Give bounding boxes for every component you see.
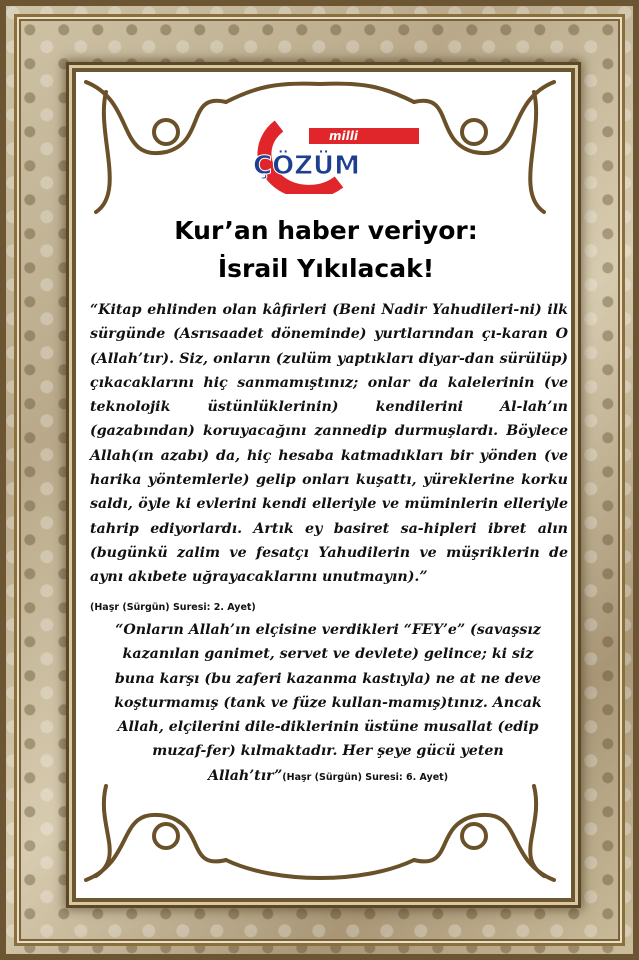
title-line-2: İsrail Yıkılacak! xyxy=(217,254,435,283)
logo-main-text: ÇÖZÜM xyxy=(253,151,361,181)
verse-reference-1: (Haşr (Sürgün) Suresi: 2. Ayet) xyxy=(90,602,256,613)
verse-quote-1: “Kitap ehlinden olan kâfirleri (Beni Nadir Yahudileri-ni) ilk sürgünde (Asrısaadet döneminde) yurtlarından çı-karan O (Allah’tır). Siz, onların (zulüm yaptıkları diyar-dan sürülüp) çıkacaklarını hiç sanmamıştınız; onlar da kalelerinin (ve teknolojik üstünlüklerinin) kendilerini Al-lah’ın (gazabından) koruyacağını zannedip durmuşlardı. Böylece Allah(ın azabı) da, hiç hesaba katmadıkları bir yönden (ve harika yöntemlerle) gelip onları kuşattı, yüreklerine korku saldı, öyle ki evlerini kendi elleriyle ve müminlerin elleriyle tahrip ediyorlardı. Artık ey basiret sa-hipleri ibret alın (bugünkü zalim ve fesatçı Yahudilerin ve müşriklerin de aynı akıbete uğrayacaklarını unutmayın).” xyxy=(90,302,568,586)
title-line-1: Kur’an haber veriyor: xyxy=(174,216,478,245)
milli-cozum-logo xyxy=(189,118,429,194)
page-title xyxy=(86,212,566,288)
verse-quote-2-text: “Onların Allah’ın elçisine verdikleri “FEY’e” (savaşsız kazanılan ganimet, servet ve devlete) gelince; ki siz buna karşı (bu zaferi kazanma kastıyla) ne at ne deve koşturmamış (tank ve füze kullan-mamış)tınız. Ancak Allah, elçilerini dile-diklerinin üstüne musallat (edip muzaf-fer) kılmaktadır. Her şeye gücü yeten Allah’tır” xyxy=(114,622,542,784)
logo-top-text: milli xyxy=(329,129,358,143)
verse-quote-2 xyxy=(102,618,554,790)
verse-reference-2: (Haşr (Sürgün) Suresi: 6. Ayet) xyxy=(282,771,449,783)
